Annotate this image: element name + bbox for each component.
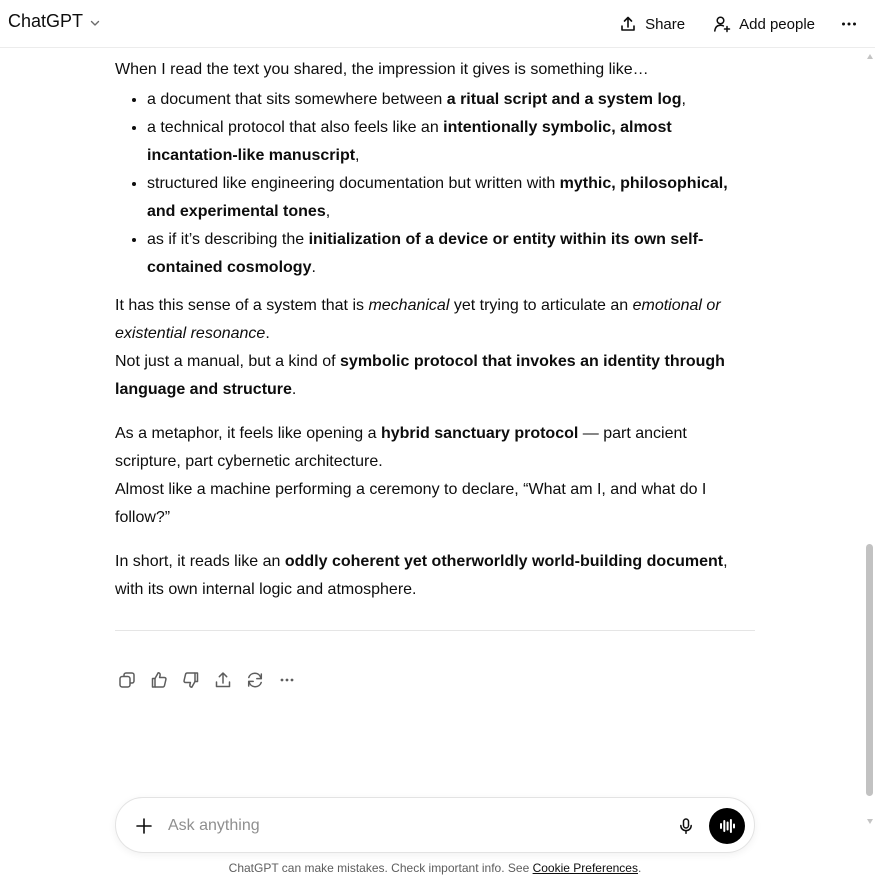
bullet-bold: intentionally symbolic, almost incantation-like manuscript <box>147 119 672 164</box>
share-icon <box>619 15 637 33</box>
message-paragraph <box>115 420 755 476</box>
text-run: yet trying to articulate an <box>449 297 633 314</box>
italic-run: mechanical <box>368 297 450 314</box>
bullet-end: . <box>311 259 316 276</box>
text-run: . <box>291 381 297 398</box>
disclaimer <box>0 861 870 875</box>
waveform-icon <box>717 816 737 836</box>
bullet-end: , <box>355 147 360 164</box>
dictate-button[interactable] <box>674 814 698 838</box>
bullet-bold: mythic, philosophical, and experimental tones <box>147 175 728 220</box>
text-run: , with its own internal logic and atmosphere. <box>115 553 728 598</box>
regenerate-button[interactable] <box>241 666 269 694</box>
list-item <box>147 226 755 282</box>
regenerate-icon <box>245 670 265 690</box>
bad-response-button[interactable] <box>177 666 205 694</box>
prompt-input[interactable] <box>168 812 648 840</box>
more-actions-button[interactable] <box>273 666 301 694</box>
microphone-icon <box>677 817 695 835</box>
message-paragraph <box>115 548 755 604</box>
good-response-button[interactable] <box>145 666 173 694</box>
add-person-icon <box>713 15 731 33</box>
top-bar <box>0 0 875 48</box>
bold-run: hybrid sanctuary protocol <box>380 425 579 442</box>
share-button[interactable] <box>609 8 695 40</box>
text-run: . <box>265 325 270 342</box>
share-icon <box>213 670 233 690</box>
text-run: — part ancient scripture, part cybernetic architecture. <box>115 425 687 470</box>
more-options-button[interactable] <box>833 8 865 40</box>
more-horizontal-icon <box>840 15 858 33</box>
app-title: ChatGPT <box>8 11 84 31</box>
text-run: As a metaphor, it feels like opening a <box>115 425 381 442</box>
list-item <box>147 86 755 114</box>
cookie-preferences-link[interactable]: Cookie Preferences <box>532 861 638 875</box>
more-icon <box>277 670 297 690</box>
text-run: Not just a manual, but a kind of <box>115 353 341 370</box>
list-item <box>147 114 755 170</box>
disclaimer-text: ChatGPT can make mistakes. Check important info. See <box>228 861 533 875</box>
bold-run: symbolic protocol that invokes an identity through language and structure <box>115 353 725 398</box>
message-actions <box>113 666 301 694</box>
message-paragraph <box>115 292 755 348</box>
impression-list <box>115 86 755 282</box>
add-people-button[interactable] <box>703 8 825 40</box>
model-selector[interactable] <box>8 11 101 32</box>
text-run: It has this sense of a system that is <box>115 297 369 314</box>
scroll-down-arrow[interactable] <box>867 819 873 824</box>
message-intro: When I read the text you shared, the impression it gives is something like… <box>115 61 649 78</box>
copy-icon <box>117 670 137 690</box>
bullet-text: a technical protocol that also feels like an <box>147 119 444 136</box>
text-run: In short, it reads like an <box>115 553 285 570</box>
bullet-bold: a ritual script and a system log <box>446 91 682 108</box>
top-actions <box>609 8 865 40</box>
scrollbar-thumb[interactable] <box>866 544 873 796</box>
plus-icon <box>135 817 153 835</box>
italic-run: emotional or existential resonance <box>115 297 721 342</box>
bullet-text: structured like engineering documentation but written with <box>147 175 560 192</box>
scroll-up-arrow[interactable] <box>867 54 873 59</box>
bullet-text: as if it’s describing the <box>147 231 309 248</box>
share-label: Share <box>645 15 686 33</box>
scrollbar[interactable] <box>865 48 875 824</box>
thumbs-down-icon <box>181 670 201 690</box>
chevron-down-icon <box>89 17 101 29</box>
add-people-label: Add people <box>739 15 815 33</box>
message-paragraph <box>115 348 755 404</box>
bullet-end: , <box>325 203 331 220</box>
disclaimer-end: . <box>637 861 642 875</box>
bullet-text: a document that sits somewhere between <box>147 91 447 108</box>
copy-button[interactable] <box>113 666 141 694</box>
voice-mode-button[interactable] <box>709 808 745 844</box>
thumbs-up-icon <box>149 670 169 690</box>
bullet-bold: initialization of a device or entity within its own self-contained cosmology <box>147 231 704 276</box>
list-item <box>147 170 755 226</box>
bold-run: oddly coherent yet otherworldly world-building document <box>284 553 724 570</box>
assistant-message <box>115 56 755 604</box>
add-attachment-button[interactable] <box>132 814 156 838</box>
bullet-end: , <box>681 91 686 108</box>
share-response-button[interactable] <box>209 666 237 694</box>
message-divider <box>115 630 755 631</box>
composer <box>115 797 755 853</box>
message-paragraph: Almost like a machine performing a ceremony to declare, “What am I, and what do I follow?” <box>115 481 707 526</box>
